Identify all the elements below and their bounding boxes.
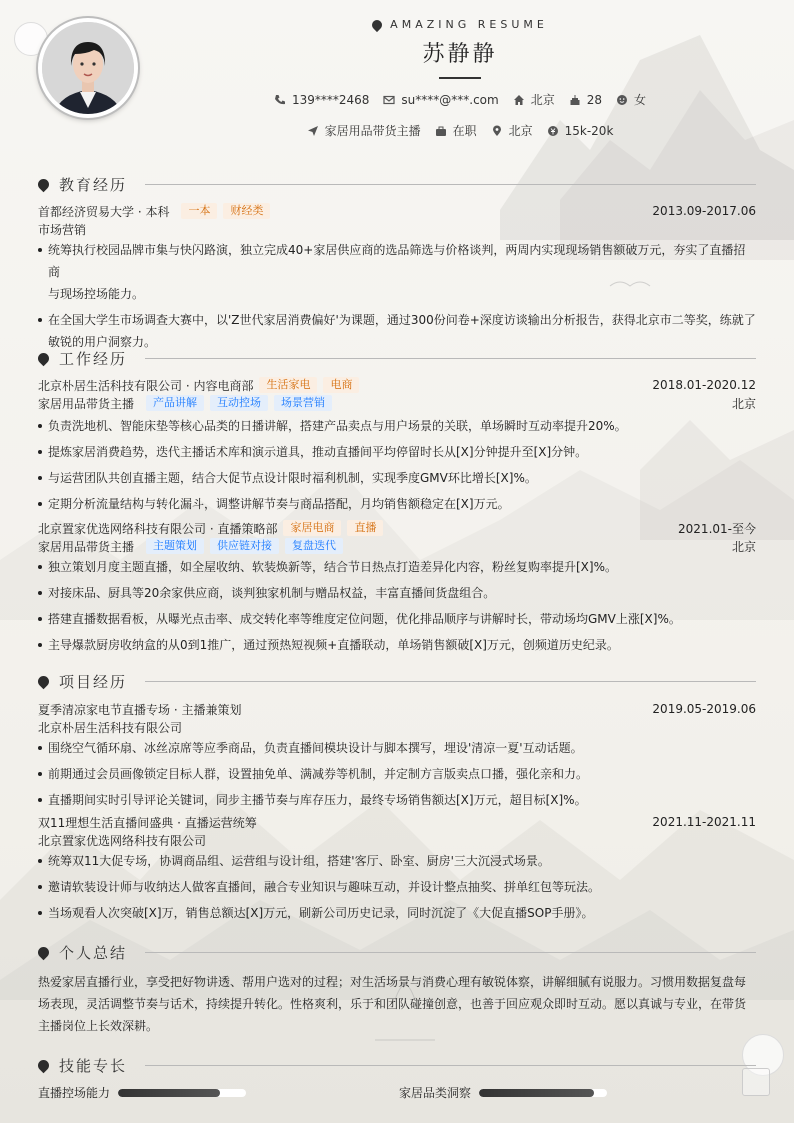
skill-tag: 互动控场	[210, 395, 268, 411]
cake-icon	[569, 94, 581, 106]
gender-icon	[616, 94, 628, 106]
list-item	[38, 737, 756, 759]
mail-icon	[383, 94, 395, 106]
city: 北京	[731, 539, 756, 554]
project-company-row	[38, 718, 756, 736]
bullet-text: 在全国大学生市场调查大赛中，以'Z世代家居消费偏好'为课题，通过300份问卷+深度访谈输出分析报告，获得北京市二等奖，练就了	[48, 313, 756, 327]
tagline	[230, 18, 690, 31]
tag: 一本	[181, 203, 217, 219]
email-text: su****@***.com	[401, 92, 499, 107]
school-name: 首都经济贸易大学 · 本科	[38, 204, 170, 219]
salary-text: 15k-20k	[564, 123, 614, 138]
leaf-icon	[36, 176, 52, 192]
candidate-name: 苏静静	[422, 42, 498, 67]
company-name: 北京朴居生活科技有限公司 · 内容电商部	[38, 378, 254, 393]
tag: 家居电商	[283, 520, 341, 536]
tag: 电商	[323, 377, 359, 393]
divider	[145, 184, 756, 185]
education-row	[38, 202, 756, 220]
divider	[145, 1065, 756, 1066]
bullet-text: 直播期间实时引导评论关键词，同步主播节奏与库存压力，最终专场销售额达[X]万元，超目标[X]%。	[48, 793, 587, 807]
projects-section	[38, 671, 756, 924]
job-company-row	[38, 519, 756, 537]
intent-position	[307, 122, 421, 139]
tag: 生活家电	[259, 377, 317, 393]
list-item	[38, 467, 756, 489]
project-name: 夏季清凉家电节直播专场 · 主播兼策划	[38, 702, 242, 717]
skills-heading	[38, 1055, 756, 1075]
skill-tag: 供应链对接	[210, 538, 279, 554]
bullet-text: 敏锐的用户洞察力。	[48, 335, 157, 349]
section-title: 技能专长	[59, 1056, 128, 1075]
education-heading	[38, 174, 756, 194]
intent-status	[435, 122, 477, 139]
list-item	[38, 763, 756, 785]
period: 2019.05-2019.06	[652, 702, 756, 716]
project-company-row	[38, 831, 756, 849]
bullet-text: 邀请软装设计师与收纳达人做客直播间，融合专业知识与趣味互动，并设计整点抽奖、拼单红包等玩法。	[48, 880, 601, 894]
role: 家居用品带货主播	[38, 539, 135, 554]
avatar	[38, 18, 138, 118]
skill-bar-fill	[118, 1089, 220, 1097]
phone-icon	[274, 94, 286, 106]
bullet-text: 统筹执行校园品牌市集与快闪路演，独立完成40+家居供应商的选品筛选与价格谈判，两周内实现现场销售额破万元，夯实了直播招商	[48, 243, 746, 279]
period: 2018.01-2020.12	[652, 378, 756, 392]
job-company-row	[38, 376, 756, 394]
send-icon	[307, 125, 319, 137]
intent-row	[230, 122, 690, 139]
list-item	[38, 441, 756, 463]
skill-tag: 场景营销	[274, 395, 332, 411]
tag: 财经类	[223, 203, 270, 219]
phone-text: 139****2468	[291, 92, 370, 107]
project-title-row	[38, 813, 756, 831]
bullet-text: 与现场控场能力。	[48, 287, 145, 301]
major-row	[38, 220, 756, 238]
contact-phone	[274, 93, 369, 107]
section-title: 项目经历	[59, 672, 128, 691]
work-heading	[38, 348, 756, 368]
bullet-text: 与运营团队共创直播主题，结合大促节点设计限时福利机制，实现季度GMV环比增长[X]%。	[48, 471, 537, 485]
period: 2013.09-2017.06	[652, 204, 756, 218]
bullet-text: 对接床品、厨具等20余家供应商，谈判独家机制与赠品权益，丰富直播间货盘组合。	[48, 586, 496, 600]
list-item	[38, 876, 756, 898]
list-item	[38, 415, 756, 437]
section-title: 教育经历	[59, 175, 128, 194]
skill-bar-fill	[479, 1089, 594, 1097]
list-item	[38, 239, 756, 305]
job-entry	[38, 519, 756, 656]
resume-header	[230, 18, 690, 139]
bullet-text: 围绕空气循环扇、冰丝凉席等应季商品，负责直播间模块设计与脚本撰写，埋设'清凉一夏'互动话题。	[48, 741, 583, 755]
skill-bar	[118, 1089, 246, 1097]
project-name: 双11理想生活直播间盛典 · 直播运营统筹	[38, 815, 257, 830]
contact-email	[383, 93, 498, 107]
list-item	[38, 902, 756, 924]
home-icon	[513, 94, 525, 106]
summary-heading	[38, 942, 756, 962]
skill-tag: 主题策划	[146, 538, 204, 554]
intent-location	[491, 122, 533, 139]
contact-age	[569, 93, 602, 107]
project-company: 北京朴居生活科技有限公司	[38, 720, 183, 735]
list-item	[38, 309, 756, 353]
leaf-icon	[36, 350, 52, 366]
list-item	[38, 850, 756, 872]
list-item	[38, 556, 756, 578]
name-underline	[439, 77, 481, 79]
leaf-icon	[36, 673, 52, 689]
work-section	[38, 348, 756, 656]
period: 2021.11-2021.11	[652, 815, 756, 829]
leaf-icon	[36, 1057, 52, 1073]
period: 2021.01-至今	[678, 521, 756, 536]
contact-gender	[616, 91, 646, 108]
list-item	[38, 493, 756, 515]
education-section	[38, 174, 756, 353]
summary-line: 热爱家居直播行业，享受把好物讲透、帮用户选对的过程；对生活场景与消费心理有敏锐体察，讲解细腻有说服力。习惯用数据复盘每	[38, 975, 747, 989]
major: 市场营销	[38, 222, 87, 237]
skill-tag: 复盘迭代	[285, 538, 343, 554]
position-text: 家居用品带货主播	[324, 124, 421, 138]
divider	[145, 358, 756, 359]
skill-label: 直播控场能力	[38, 1086, 111, 1100]
gender-text: 女	[634, 93, 647, 107]
projects-heading	[38, 671, 756, 691]
bullet-text: 搭建直播数据看板，从曝光点击率、成交转化率等维度定位问题，优化排品顺序与讲解时长，带动场均GMV上涨[X]%。	[48, 612, 681, 626]
skill-label: 家居品类洞察	[399, 1086, 472, 1100]
project-entry	[38, 700, 756, 811]
contact-row	[230, 91, 690, 108]
bullet-text: 独立策划月度主题直播，如全屋收纳、软装焕新等，结合节日热点打造差异化内容，粉丝复购率提升[X]%。	[48, 560, 617, 574]
summary-text	[38, 971, 756, 1037]
job-role-row	[38, 537, 756, 555]
section-title: 工作经历	[59, 349, 128, 368]
intent-salary	[547, 124, 614, 138]
leaf-icon	[370, 17, 384, 31]
job-role-row	[38, 394, 756, 412]
list-item	[38, 789, 756, 811]
summary-section	[38, 942, 756, 1037]
skill-item	[399, 1084, 607, 1101]
skill-tag: 产品讲解	[146, 395, 204, 411]
status-text: 在职	[452, 124, 477, 138]
divider	[145, 952, 756, 953]
skill-item	[38, 1084, 399, 1101]
bullet-text: 统筹双11大促专场，协调商品组、运营组与设计组，搭建'客厅、卧室、厨房'三大沉浸式场景。	[48, 854, 550, 868]
company-name: 北京置家优选网络科技有限公司 · 直播策略部	[38, 521, 278, 536]
contact-city	[513, 91, 555, 108]
job-entry	[38, 376, 756, 515]
skills-list	[38, 1084, 756, 1101]
briefcase-icon	[435, 125, 447, 137]
summary-line: 场表现，灵活调整节奏与话术，持续提升转化。性格爽利，乐于和团队碰撞创意，也善于回应观众即时互动。愿以真诚与专业，在带货	[38, 997, 747, 1011]
bullet-text: 定期分析流量结构与转化漏斗，调整讲解节奏与商品搭配，月均销售额稳定在[X]万元。	[48, 497, 510, 511]
bullet-text: 前期通过会员画像锁定目标人群，设置抽免单、满减券等机制，并定制方言版卖点口播，强化亲和力。	[48, 767, 589, 781]
leaf-icon	[36, 944, 52, 960]
project-title-row	[38, 700, 756, 718]
list-item	[38, 634, 756, 656]
divider	[145, 681, 756, 682]
list-item	[38, 582, 756, 604]
section-title: 个人总结	[59, 943, 128, 962]
skills-section	[38, 1055, 756, 1101]
tagline-text: AMAZING RESUME	[390, 18, 548, 31]
tag: 直播	[347, 520, 383, 536]
project-company: 北京置家优选网络科技有限公司	[38, 833, 207, 848]
project-entry	[38, 813, 756, 924]
list-item	[38, 608, 756, 630]
bullet-text: 负责洗地机、智能床垫等核心品类的日播讲解，搭建产品卖点与用户场景的关联，单场瞬时互动率提升20%。	[48, 419, 627, 433]
age-text: 28	[586, 92, 603, 107]
skill-bar	[479, 1089, 607, 1097]
location-text: 北京	[508, 124, 533, 138]
bullet-text: 当场观看人次突破[X]万，销售总额达[X]万元，刷新公司历史记录，同时沉淀了《大促直播SOP手册》。	[48, 906, 594, 920]
summary-line: 主播岗位上长效深耕。	[38, 1019, 159, 1033]
bullet-text: 提炼家居消费趋势，迭代主播话术库和演示道具，推动直播间平均停留时长从[X]分钟提升至[X]分钟。	[48, 445, 588, 459]
role: 家居用品带货主播	[38, 396, 135, 411]
location-icon	[491, 125, 503, 137]
portrait-image	[42, 22, 134, 114]
bullet-text: 主导爆款厨房收纳盒的从0到1推广，通过预热短视频+直播联动，单场销售额破[X]万元，创频道历史纪录。	[48, 638, 619, 652]
money-icon	[547, 125, 559, 137]
city: 北京	[731, 396, 756, 411]
city-text: 北京	[530, 93, 555, 107]
